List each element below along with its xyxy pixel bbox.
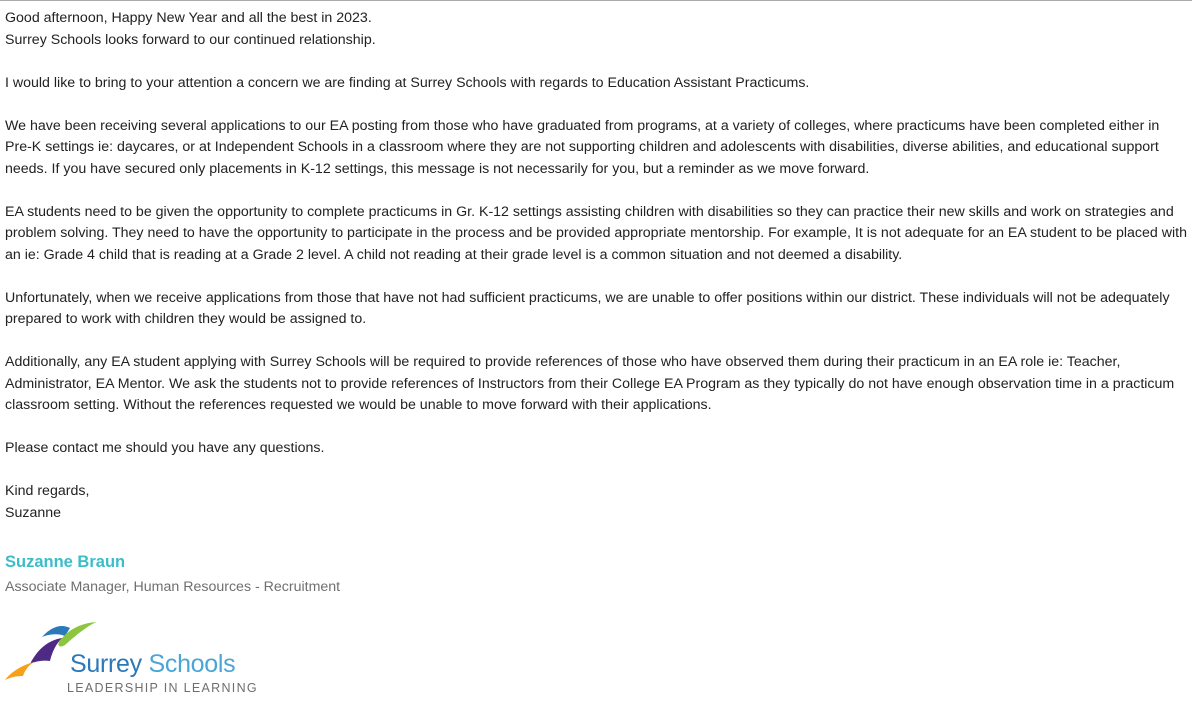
top-divider <box>0 0 1192 1</box>
greeting-line: Good afternoon, Happy New Year and all the best in 2023. <box>5 10 372 26</box>
logo-word-schools: Schools <box>148 650 236 678</box>
intro-line: Surrey Schools looks forward to our continued relationship. <box>5 31 376 48</box>
paragraph-practicum-concern: I would like to bring to your attention a concern we are finding at Surrey Schools with regards to Education Assistant Practicums. <box>5 74 810 91</box>
logo-tagline: LEADERSHIP IN LEARNING <box>67 681 258 695</box>
paragraph-ea-students: EA students need to be given the opportunity to complete practicums in Gr. K-12 settings assisting children with disabilities so they can practice their new skills and work on strategies and problem solving. They need to have the opportunity to participate in the process and be provided appropriate mentorship. For example, It is not adequate for an EA student to be placed with an ie: Grade 4 child that is reading at a Grade 2 level. A child not reading at their grade level is a common situation and not deemed a disability. <box>5 203 1187 263</box>
surrey-schools-logo <box>4 620 284 698</box>
signature-title: Associate Manager, Human Resources - Recruitment <box>5 579 341 595</box>
closing-line: Kind regards, <box>5 483 90 499</box>
sender-first-name: Suzanne <box>5 504 62 521</box>
logo-wordmark <box>70 649 235 679</box>
signature-name: Suzanne Braun <box>5 553 126 571</box>
paragraph-contact: Please contact me should you have any questions. <box>5 440 325 456</box>
paragraph-references: Additionally, any EA student applying with Surrey Schools will be required to provide references of those who have observed them during their practicum in an EA role ie: Teacher, Administrator, EA Mentor. We ask the students not to provide references of Instructors from their College EA Program as they typically do not have enough observation time in a practicum classroom setting. Without the references requested we would be unable to move forward with their applications. <box>5 354 1175 413</box>
paragraph-applications: We have been receiving several applications to our EA posting from those who have graduated from programs, at a variety of colleges, where practicums have been completed either in Pre-K settings ie: daycares, or at Independent Schools in a classroom where they are not supporting children and adolescents with disabilities, diverse abilities, and educational support needs. If you have secured only placements in K-12 settings, this message is not necessarily for you, but a reminder as we move forward. <box>5 117 1160 177</box>
paragraph-unfortunately: Unfortunately, when we receive applications from those that have not had sufficient practicums, we are unable to offer positions within our district. These individuals will not be adequately prepared to work with children they would be assigned to. <box>5 289 1170 327</box>
logo-word-surrey: Surrey <box>70 650 142 678</box>
email-body <box>5 8 1190 524</box>
